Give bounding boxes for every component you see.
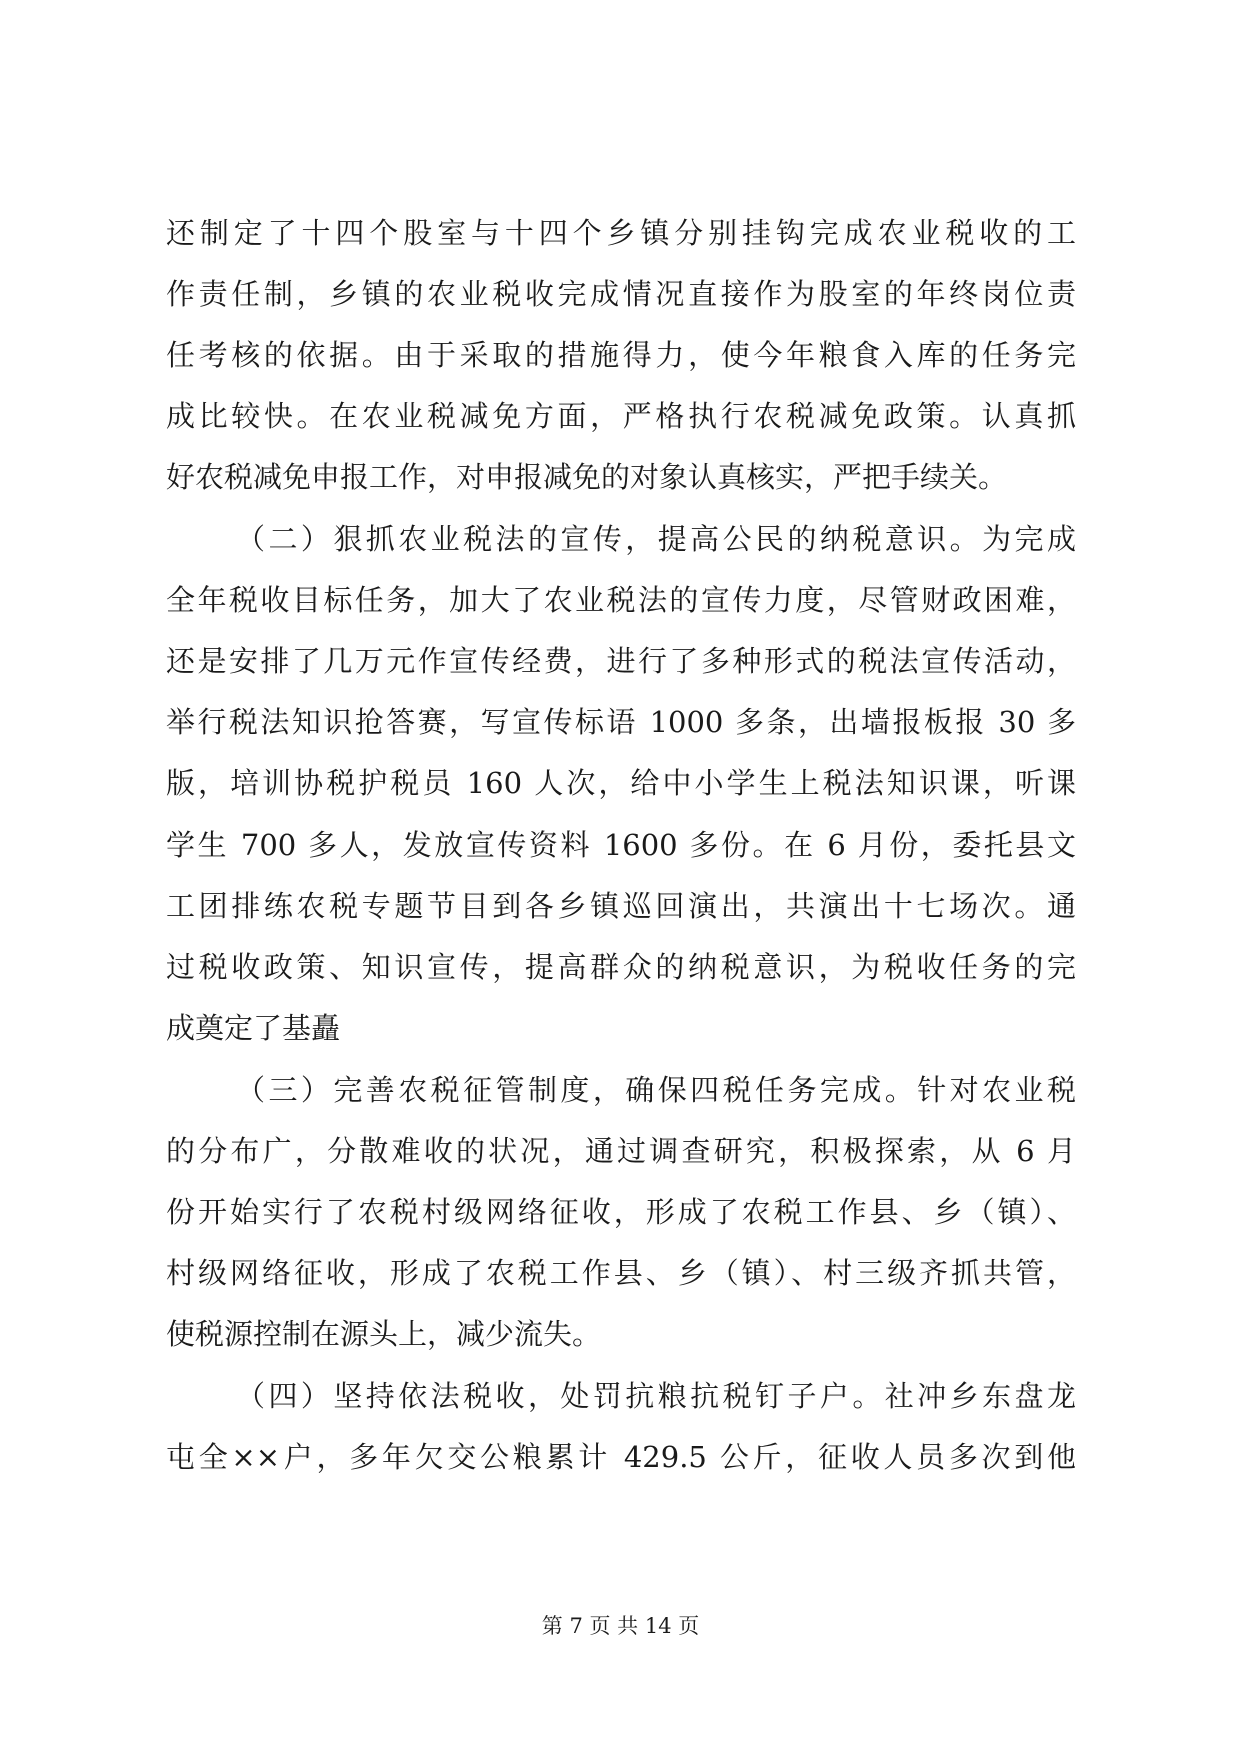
text-line: 全年税收目标任务，加大了农业税法的宣传力度，尽管财政困难， — [166, 583, 1076, 617]
text-line: 过税收政策、知识宣传，提高群众的纳税意识，为税收任务的完 — [166, 950, 1076, 984]
page-footer: 第 7 页 共 14 页 — [541, 1614, 700, 1638]
paragraph-heading-line: （三）完善农税征管制度，确保四税任务完成。针对农业税 — [236, 1073, 1076, 1107]
text-line: 村级网络征收，形成了农税工作县、乡（镇）、村三级齐抓共管， — [166, 1256, 1076, 1290]
paragraph-heading-line: （四）坚持依法税收，处罚抗粮抗税钉子户。社冲乡东盘龙 — [236, 1379, 1076, 1413]
text-line: 工团排练农税专题节目到各乡镇巡回演出，共演出十七场次。通 — [166, 889, 1076, 923]
text-line: 成奠定了基矗 — [166, 1011, 341, 1045]
text-line: 任考核的依据。由于采取的措施得力，使今年粮食入库的任务完 — [166, 338, 1076, 372]
text-line: 份开始实行了农税村级网络征收，形成了农税工作县、乡（镇）、 — [166, 1195, 1076, 1229]
text-line: 的分布广，分散难收的状况，通过调查研究，积极探索，从 6 月 — [166, 1134, 1076, 1168]
text-line: 学生 700 多人，发放宣传资料 1600 多份。在 6 月份，委托县文 — [166, 828, 1076, 862]
text-line: 屯全××户，多年欠交公粮累计 429.5 公斤，征收人员多次到他 — [166, 1440, 1076, 1474]
text-line: 作责任制，乡镇的农业税收完成情况直接作为股室的年终岗位责 — [166, 277, 1076, 311]
paragraph-heading-line: （二）狠抓农业税法的宣传，提高公民的纳税意识。为完成 — [236, 522, 1076, 556]
text-line: 版，培训协税护税员 160 人次，给中小学生上税法知识课，听课 — [166, 766, 1076, 800]
text-line: 成比较快。在农业税减免方面，严格执行农税减免政策。认真抓 — [166, 399, 1076, 433]
text-line: 使税源控制在源头上，减少流失。 — [166, 1317, 602, 1351]
text-line: 举行税法知识抢答赛，写宣传标语 1000 多条，出墙报板报 30 多 — [166, 705, 1076, 739]
text-line: 还是安排了几万元作宣传经费，进行了多种形式的税法宣传活动， — [166, 644, 1076, 678]
text-line: 好农税减免申报工作，对申报减免的对象认真核实，严把手续关。 — [166, 460, 1008, 494]
text-line: 还制定了十四个股室与十四个乡镇分别挂钩完成农业税收的工 — [166, 216, 1076, 250]
